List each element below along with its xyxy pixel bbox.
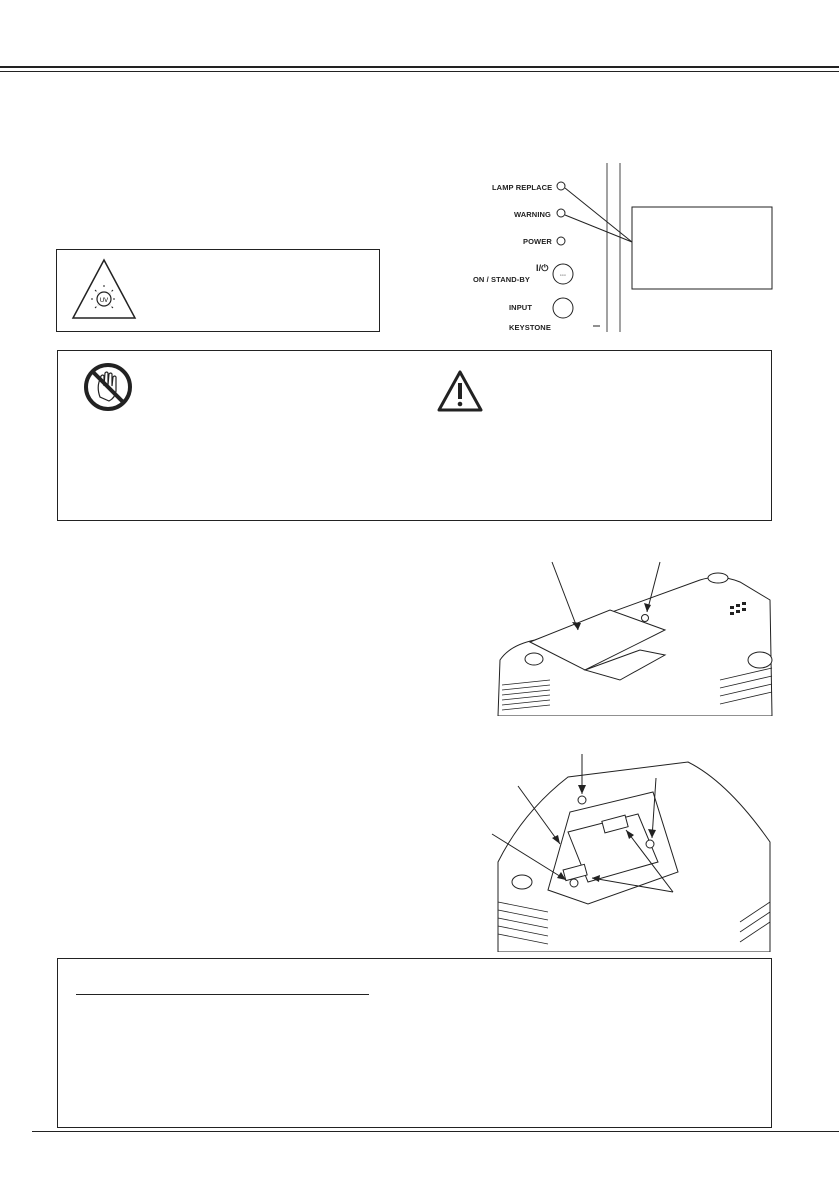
lamp-replace-label: LAMP REPLACE [492, 183, 553, 192]
control-panel-illustration: ◦◦◦ LAMP REPLACE WARNING POWER I/⏻ ON / STAND-BY INPUT KEYSTONE [470, 160, 800, 332]
keystone-label: KEYSTONE [509, 323, 551, 332]
notes-heading-underline [76, 994, 369, 995]
uv-warning-box [56, 249, 380, 332]
lamp-removal-illustration [478, 752, 778, 952]
warning-triangle-icon [437, 370, 483, 412]
header-rule-thin [0, 71, 839, 72]
warning-label: WARNING [514, 210, 551, 219]
projector-lamp-cover-illustration [490, 560, 780, 716]
uv-warning-icon [69, 255, 139, 325]
svg-text:◦◦◦: ◦◦◦ [559, 273, 567, 279]
input-label: INPUT [509, 303, 532, 312]
footer-rule [32, 1131, 839, 1132]
on-standby-label: ON / STAND-BY [473, 275, 530, 284]
header-rule [0, 66, 839, 68]
no-touch-icon [83, 362, 133, 412]
notes-box [57, 958, 772, 1128]
uv-icon-text: UV [99, 298, 109, 304]
caution-box [57, 350, 772, 521]
power-label: POWER [523, 237, 552, 246]
